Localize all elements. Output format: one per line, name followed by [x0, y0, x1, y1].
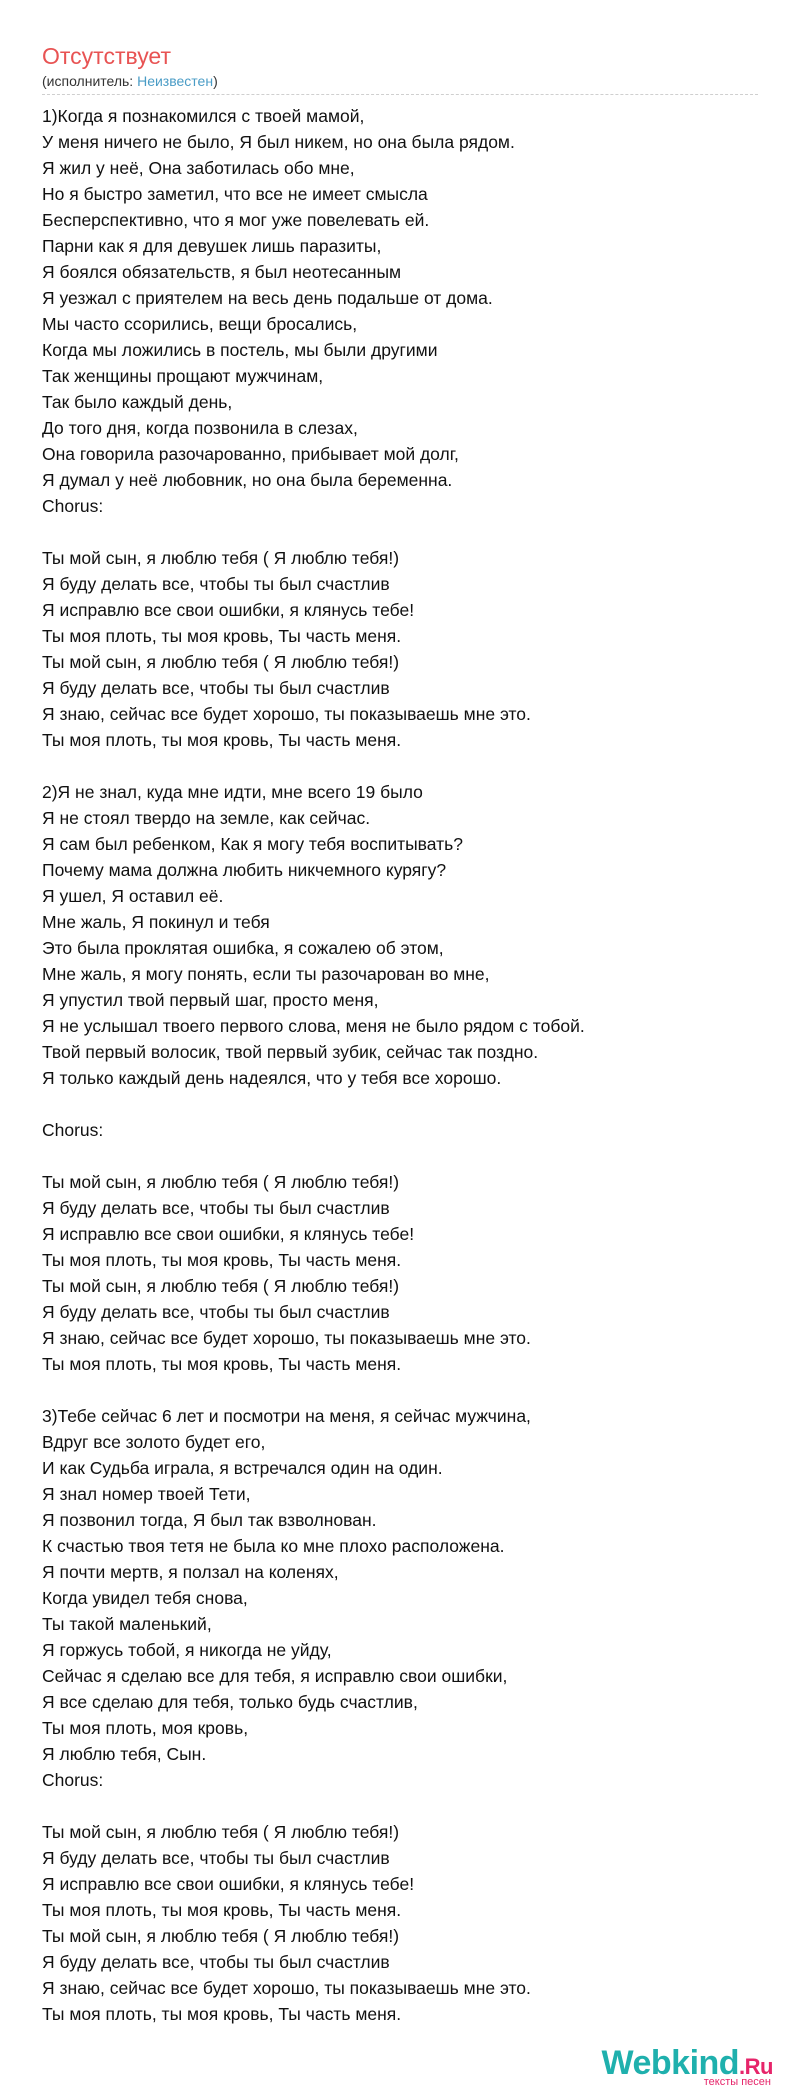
- header-divider: [42, 94, 758, 95]
- blank-line: [42, 753, 762, 779]
- lyric-line: Парни как я для девушек лишь паразиты,: [42, 236, 382, 256]
- lyric-line: 2)Я не знал, куда мне идти, мне всего 19 было: [42, 782, 423, 802]
- site-logo[interactable]: [583, 2044, 773, 2088]
- lyric-line: Я почти мертв, я ползал на коленях,: [42, 1562, 339, 1582]
- lyric-line: Ты моя плоть, ты моя кровь, Ты часть меня.: [42, 2004, 402, 2024]
- lyric-line: Ты мой сын, я люблю тебя ( Я люблю тебя!): [42, 1172, 400, 1192]
- blank-line: [42, 1377, 762, 1403]
- lyric-line: Я боялся обязательств, я был неотесанным: [42, 262, 402, 282]
- lyric-line: У меня ничего не было, Я был никем, но она была рядом.: [42, 132, 515, 152]
- performer-line: [42, 71, 218, 91]
- song-title: Отсутствует: [42, 43, 171, 69]
- lyric-line: Я люблю тебя, Сын.: [42, 1744, 207, 1764]
- lyric-line: Ты моя плоть, ты моя кровь, Ты часть меня.: [42, 626, 402, 646]
- lyric-line: Я горжусь тобой, я никогда не уйду,: [42, 1640, 332, 1660]
- lyric-line: Ты мой сын, я люблю тебя ( Я люблю тебя!): [42, 652, 400, 672]
- lyric-line: Я буду делать все, чтобы ты был счастлив: [42, 1198, 390, 1218]
- lyric-line: 1)Когда я познакомился с твоей мамой,: [42, 106, 365, 126]
- lyric-line: Я упустил твой первый шаг, просто меня,: [42, 990, 379, 1010]
- lyric-line: Когда увидел тебя снова,: [42, 1588, 248, 1608]
- lyric-line: Я знал номер твоей Тети,: [42, 1484, 251, 1504]
- lyric-line: Почему мама должна любить никчемного курягу?: [42, 860, 447, 880]
- lyric-line: Я буду делать все, чтобы ты был счастлив: [42, 1952, 390, 1972]
- lyric-line: Я буду делать все, чтобы ты был счастлив: [42, 678, 390, 698]
- lyric-line: К счастью твоя тетя не была ко мне плохо расположена.: [42, 1536, 505, 1556]
- lyric-line: Я сам был ребенком, Как я могу тебя воспитывать?: [42, 834, 463, 854]
- blank-line: [42, 1143, 762, 1169]
- lyric-line: Я знаю, сейчас все будет хорошо, ты показываешь мне это.: [42, 1328, 531, 1348]
- lyric-line: До того дня, когда позвонила в слезах,: [42, 418, 358, 438]
- lyric-line: Когда мы ложились в постель, мы были другими: [42, 340, 438, 360]
- blank-line: [42, 519, 762, 545]
- lyric-line: Я только каждый день надеялся, что у тебя все хорошо.: [42, 1068, 502, 1088]
- lyric-line: Она говорила разочарованно, прибывает мой долг,: [42, 444, 459, 464]
- performer-link[interactable]: Неизвестен: [137, 73, 214, 89]
- logo-tagline: тексты песен: [703, 2076, 771, 2088]
- lyrics-text: [42, 103, 762, 2027]
- lyric-line: Chorus:: [42, 496, 104, 516]
- performer-suffix: ): [213, 73, 218, 89]
- blank-line: [42, 1793, 762, 1819]
- blank-line: [42, 1091, 762, 1117]
- lyric-line: Ты моя плоть, ты моя кровь, Ты часть меня.: [42, 1900, 402, 1920]
- lyric-line: Так было каждый день,: [42, 392, 233, 412]
- lyric-line: Мне жаль, Я покинул и тебя: [42, 912, 270, 932]
- lyric-line: Бесперспективно, что я мог уже повелевать ей.: [42, 210, 430, 230]
- logo-name: Webkind: [601, 2044, 740, 2082]
- lyric-line: Я уезжал с приятелем на весь день подальше от дома.: [42, 288, 493, 308]
- lyric-line: Я исправлю все свои ошибки, я клянусь тебе!: [42, 600, 415, 620]
- lyric-line: 3)Тебе сейчас 6 лет и посмотри на меня, я сейчас мужчина,: [42, 1406, 531, 1426]
- lyric-line: Chorus:: [42, 1770, 104, 1790]
- lyric-line: Я все сделаю для тебя, только будь счастлив,: [42, 1692, 418, 1712]
- lyric-line: Я думал у неё любовник, но она была беременна.: [42, 470, 453, 490]
- lyric-line: И как Судьба играла, я встречался один на один.: [42, 1458, 443, 1478]
- lyric-line: Ты мой сын, я люблю тебя ( Я люблю тебя!): [42, 1276, 400, 1296]
- lyric-line: Я позвонил тогда, Я был так взволнован.: [42, 1510, 377, 1530]
- lyric-line: Ты мой сын, я люблю тебя ( Я люблю тебя!): [42, 1822, 400, 1842]
- lyric-line: Chorus:: [42, 1120, 104, 1140]
- lyric-line: Я исправлю все свои ошибки, я клянусь тебе!: [42, 1874, 415, 1894]
- lyric-line: Мы часто ссорились, вещи бросались,: [42, 314, 358, 334]
- lyric-line: Ты моя плоть, ты моя кровь, Ты часть меня.: [42, 1250, 402, 1270]
- lyric-line: Я знаю, сейчас все будет хорошо, ты показываешь мне это.: [42, 704, 531, 724]
- lyric-line: Ты моя плоть, моя кровь,: [42, 1718, 249, 1738]
- lyric-line: Сейчас я сделаю все для тебя, я исправлю свои ошибки,: [42, 1666, 508, 1686]
- lyric-line: Вдруг все золото будет его,: [42, 1432, 266, 1452]
- lyric-line: Я жил у неё, Она заботилась обо мне,: [42, 158, 355, 178]
- lyric-line: Я знаю, сейчас все будет хорошо, ты показываешь мне это.: [42, 1978, 531, 1998]
- logo-tld: .Ru: [739, 2054, 773, 2079]
- lyric-line: Я не стоял твердо на земле, как сейчас.: [42, 808, 371, 828]
- lyric-line: Это была проклятая ошибка, я сожалею об этом,: [42, 938, 444, 958]
- lyric-line: Твой первый волосик, твой первый зубик, сейчас так поздно.: [42, 1042, 539, 1062]
- lyric-line: Ты такой маленький,: [42, 1614, 212, 1634]
- lyric-line: Я буду делать все, чтобы ты был счастлив: [42, 1302, 390, 1322]
- lyric-line: Так женщины прощают мужчинам,: [42, 366, 324, 386]
- lyric-line: Я исправлю все свои ошибки, я клянусь тебе!: [42, 1224, 415, 1244]
- lyric-line: Ты мой сын, я люблю тебя ( Я люблю тебя!): [42, 1926, 400, 1946]
- lyric-line: Но я быстро заметил, что все не имеет смысла: [42, 184, 428, 204]
- lyric-line: Я не услышал твоего первого слова, меня не было рядом с тобой.: [42, 1016, 585, 1036]
- lyric-line: Я ушел, Я оставил её.: [42, 886, 224, 906]
- performer-prefix: (исполнитель:: [42, 73, 138, 89]
- lyric-line: Я буду делать все, чтобы ты был счастлив: [42, 1848, 390, 1868]
- lyric-line: Мне жаль, я могу понять, если ты разочарован во мне,: [42, 964, 490, 984]
- lyric-line: Ты моя плоть, ты моя кровь, Ты часть меня.: [42, 1354, 402, 1374]
- lyric-line: Ты мой сын, я люблю тебя ( Я люблю тебя!): [42, 548, 400, 568]
- lyric-line: Я буду делать все, чтобы ты был счастлив: [42, 574, 390, 594]
- lyric-line: Ты моя плоть, ты моя кровь, Ты часть меня.: [42, 730, 402, 750]
